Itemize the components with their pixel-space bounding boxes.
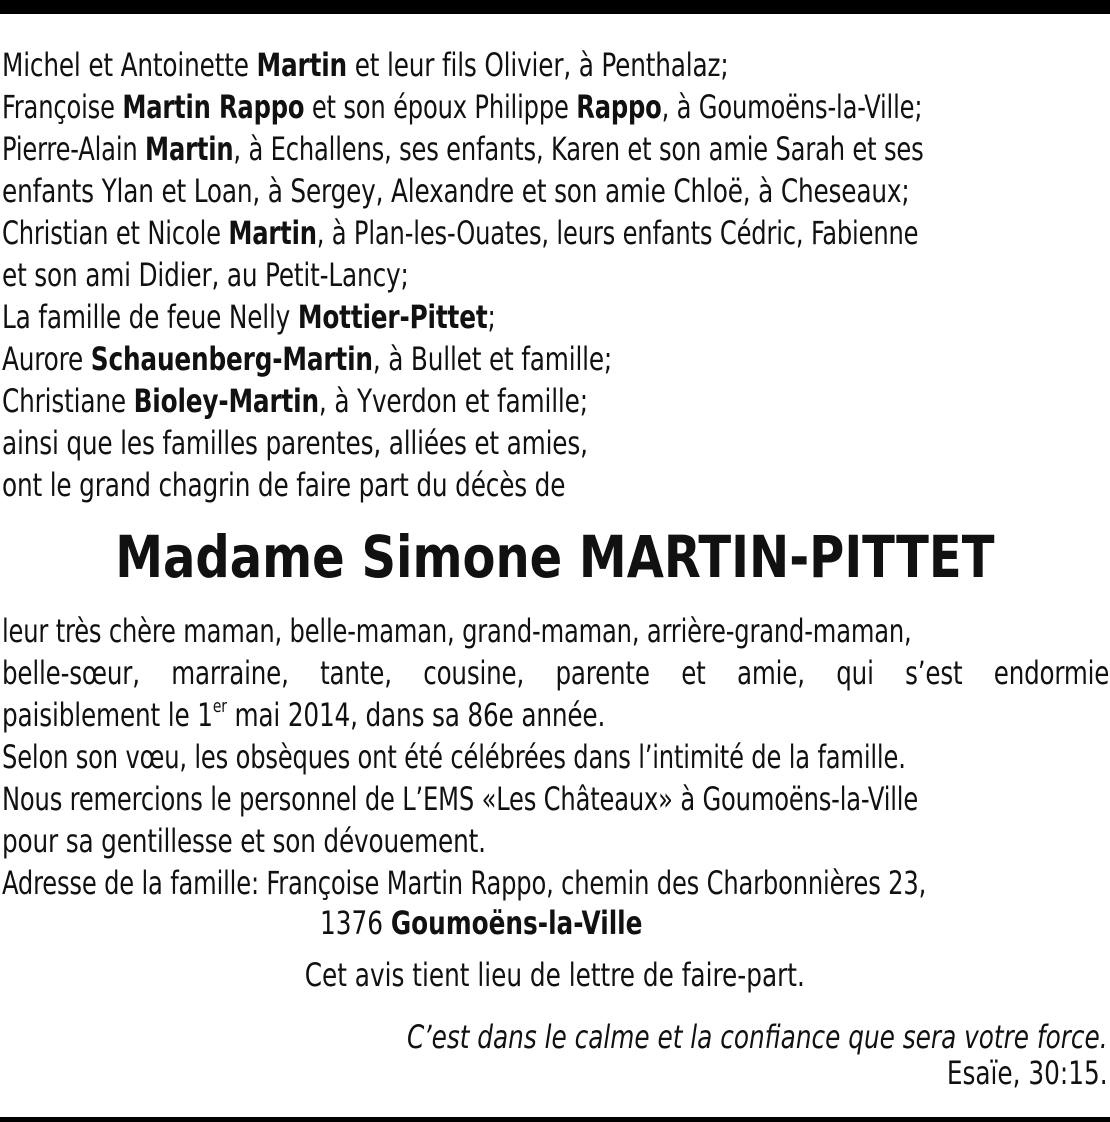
body-line: belle-sœur, marraine, tante, cousine, parente et amie, qui s’est endormie xyxy=(2,654,1110,692)
body-line: Selon son vœu, les obsèques ont été célébrées dans l’intimité de la famille. xyxy=(2,738,906,776)
text: , à Goumoëns-la-Ville; xyxy=(661,88,923,126)
text: mai 2014, dans sa 86e année. xyxy=(226,696,606,734)
family-line xyxy=(2,380,955,422)
notice-body xyxy=(2,610,1110,904)
text: Pierre-Alain xyxy=(2,130,146,168)
family-line: enfants Ylan et Loan, à Sergey, Alexandre et son amie Chloë, à Cheseaux; xyxy=(2,172,910,210)
text: Christiane xyxy=(2,382,134,420)
body-line: Adresse de la famille: Françoise Martin Rappo, chemin des Charbonnières 23, xyxy=(2,864,927,902)
family-line xyxy=(2,44,955,86)
family-line: ont le grand chagrin de faire part du décès de xyxy=(2,466,566,504)
text: et son époux Philippe xyxy=(304,88,577,126)
text: , à Echallens, ses enfants, Karen et son amie Sarah et ses xyxy=(233,130,924,168)
family-list xyxy=(2,44,1110,506)
notice-text: Cet avis tient lieu de lettre de faire-part. xyxy=(304,956,806,994)
text: Aurore xyxy=(2,340,91,378)
surname: Martin xyxy=(256,46,348,84)
family-line: et son ami Didier, au Petit-Lancy; xyxy=(2,256,409,294)
address-line xyxy=(320,902,642,944)
text: ; xyxy=(487,298,496,336)
surname: Rappo xyxy=(576,88,662,126)
bible-quote xyxy=(407,1016,1108,1094)
family-line xyxy=(2,296,955,338)
notice-line xyxy=(0,954,1110,996)
body-line xyxy=(2,694,955,736)
text: Françoise xyxy=(2,88,123,126)
town: Goumoëns-la-Ville xyxy=(390,904,643,942)
family-line xyxy=(2,128,933,170)
text: , à Yverdon et famille; xyxy=(318,382,588,420)
surname: Martin Rappo xyxy=(122,88,305,126)
top-rule xyxy=(0,0,1110,14)
text: paisiblement le 1 xyxy=(2,696,213,734)
text: La famille de feue Nelly xyxy=(2,298,298,336)
surname: Schauenberg-Martin xyxy=(90,340,373,378)
surname: Martin xyxy=(228,214,317,252)
superscript: er xyxy=(212,696,227,717)
quote-text: C’est dans le calme et la confiance que sera votre force. xyxy=(407,1018,1108,1056)
surname: Bioley-Martin xyxy=(133,382,319,420)
bottom-rule xyxy=(0,1117,1110,1122)
postal-code: 1376 xyxy=(320,904,391,942)
deceased-name xyxy=(0,522,1110,592)
text: et leur fils Olivier, à Penthalaz; xyxy=(347,46,729,84)
family-line xyxy=(2,86,933,128)
deceased-name-text: Madame Simone MARTIN-PITTET xyxy=(115,523,995,591)
family-line xyxy=(2,338,955,380)
body-line: Nous remercions le personnel de L’EMS «Les Châteaux» à Goumoëns-la-Ville xyxy=(2,780,919,818)
family-line: ainsi que les familles parentes, alliées et amies, xyxy=(2,424,588,462)
text: , à Bullet et famille; xyxy=(372,340,613,378)
surname: Martin xyxy=(145,130,234,168)
text: Christian et Nicole xyxy=(2,214,229,252)
text: , à Plan-les-Ouates, leurs enfants Cédric, Fabienne xyxy=(316,214,919,252)
quote-reference: Esaïe, 30:15. xyxy=(947,1054,1108,1092)
body-line: leur très chère maman, belle-maman, grand-maman, arrière-grand-maman, xyxy=(2,612,912,650)
family-line xyxy=(2,212,933,254)
text: Michel et Antoinette xyxy=(2,46,257,84)
surname: Mottier-Pittet xyxy=(297,298,488,336)
body-line: pour sa gentillesse et son dévouement. xyxy=(2,822,486,860)
